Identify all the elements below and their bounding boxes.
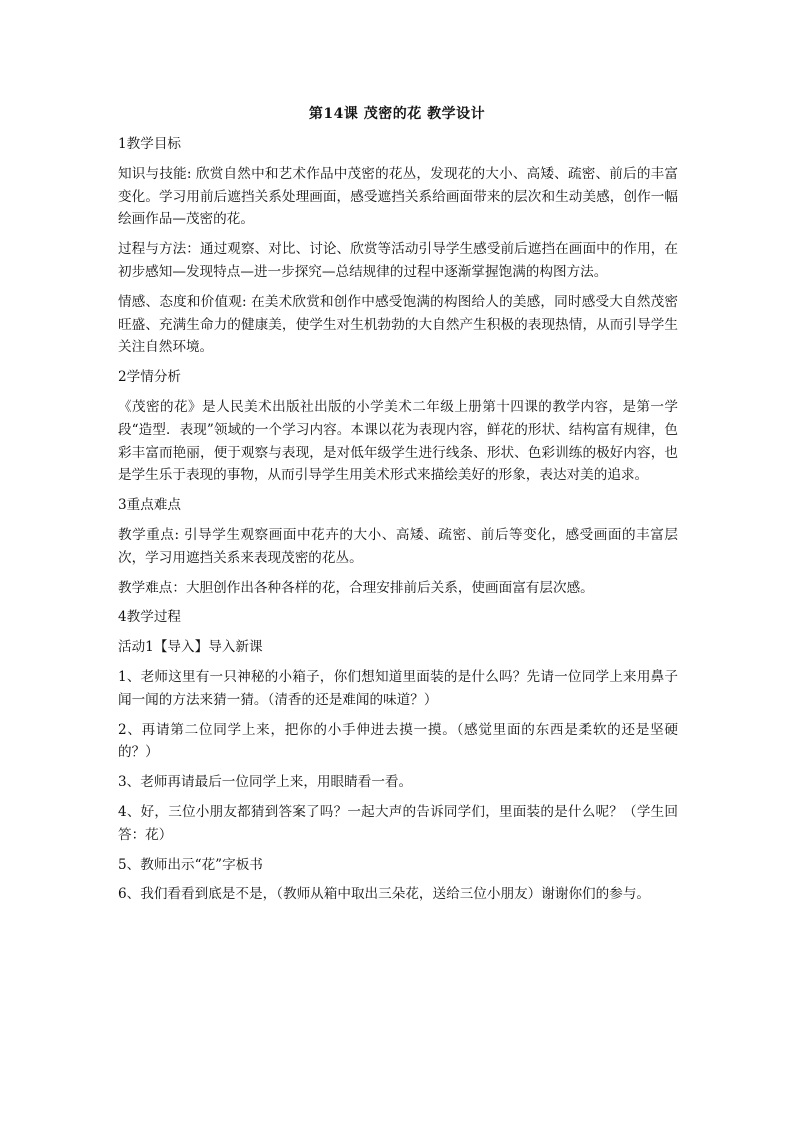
paragraph-knowledge-skills: 知识与技能: 欣赏自然中和艺术作品中茂密的花丛，发现花的大小、高矮、疏密、前后的丰富变化。学习用前后遮挡关系处理画面，感受遮挡关系给画面带来的层次和生动美感，创作一幅绘画作品—茂密的花。 xyxy=(118,165,678,228)
paragraph-key-point: 教学重点: 引导学生观察画面中花卉的大小、高矮、疏密、前后等变化，感受画面的丰富层次，学习用遮挡关系来表现茂密的花丛。 xyxy=(118,526,678,566)
list-item: 4、好，三位小朋友都猜到答案了吗？一起大声的告诉同学们，里面装的是什么呢？（学生回答：花） xyxy=(118,803,678,843)
list-item: 2、再请第二位同学上来，把你的小手伸进去摸一摸。（感觉里面的东西是柔软的还是坚硬的？） xyxy=(118,721,678,761)
section-heading-analysis: 2学情分析 xyxy=(118,369,182,386)
paragraph-emotion-values: 情感、态度和价值观: 在美术欣赏和创作中感受饱满的构图给人的美感，同时感受大自然茂密旺盛、充满生命力的健康美，使学生对生机勃勃的大自然产生积极的表现热情，从而引导学生关注自然环境。 xyxy=(118,293,678,356)
page-title: 第14课 茂密的花 教学设计 xyxy=(308,106,486,122)
list-item: 6、我们看看到底是不是，（教师从箱中取出三朵花，送给三位小朋友）谢谢你们的参与。 xyxy=(118,886,651,903)
paragraph-difficulty: 教学难点：大胆创作出各种各样的花，合理安排前后关系，使画面富有层次感。 xyxy=(118,579,594,596)
paragraph-analysis: 《茂密的花》是人民美术出版社出版的小学美术二年级上册第十四课的教学内容，是第一学段“造型．表现”领域的一个学习内容。本课以花为表现内容，鲜花的形状、结构富有规律，色彩丰富而艳丽，便于观察与表现，是对低年级学生进行线条、形状、色彩训练的极好内容，也是学生乐于表现的事物，从而引导学生用美术形式来描绘美好的形象，表达对美的追求。 xyxy=(118,398,678,484)
section-heading-objectives: 1教学目标 xyxy=(118,136,182,152)
list-item: 5、教师出示“花”字板书 xyxy=(118,856,263,873)
activity-heading: 活动1【导入】导入新课 xyxy=(118,639,263,656)
document-body xyxy=(118,133,678,913)
list-item: 3、老师再请最后一位同学上来，用眼睛看一看。 xyxy=(118,774,413,791)
section-heading-process: 4教学过程 xyxy=(118,609,182,626)
section-heading-key-points: 3重点难点 xyxy=(118,497,182,514)
paragraph-process-methods: 过程与方法：通过观察、对比、讨论、欣赏等活动引导学生感受前后遮挡在画面中的作用，在初步感知—发现特点—进一步探究—总结规律的过程中逐渐掌握饱满的构图方法。 xyxy=(118,241,678,280)
list-item: 1、老师这里有一只神秘的小箱子，你们想知道里面装的是什么吗？先请一位同学上来用鼻子闻一闻的方法来猜一猜。（清香的还是难闻的味道？） xyxy=(118,668,678,708)
